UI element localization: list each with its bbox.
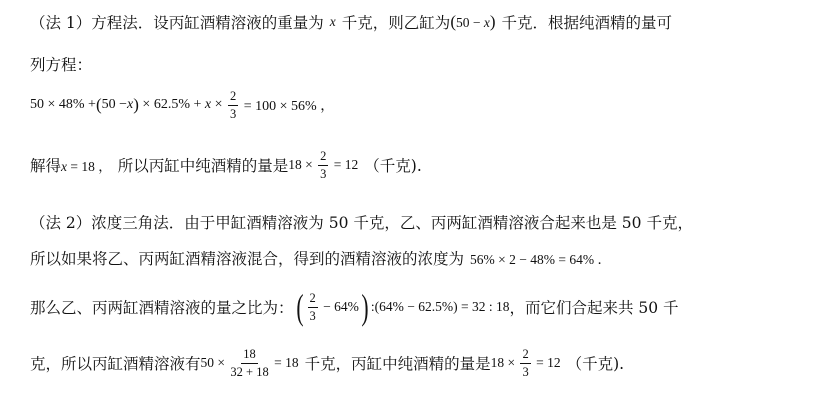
solution-line: [30, 150, 422, 180]
method2-ratio-text: 那么乙、丙两缸酒精溶液的量之比为：: [30, 299, 294, 317]
ratio-expr: :(64% − 62.5%) = 32 : 18: [370, 299, 510, 314]
eq-part3: = 100 × 56% ，: [240, 99, 335, 114]
method2-intro-text: （法 2）浓度三角法．由于甲缸酒精溶液为 50 千克，乙、丙两缸酒精溶液合起来也是 50 千克，: [30, 214, 693, 232]
method1-line1: [30, 11, 672, 33]
method1-text-b: 千克，则乙缸为: [341, 14, 451, 32]
result-fraction-2: $\frac{2}{3}$: [522, 347, 529, 379]
eq-x1: x: [127, 97, 134, 112]
result-expr-a: 50 ×: [200, 355, 229, 370]
result-expr-c: 18 ×: [490, 355, 519, 370]
sol-text-b: 所以丙缸中纯酒精的量是: [117, 157, 289, 175]
method2-line4: [30, 348, 624, 378]
eq-x2: x: [204, 97, 212, 112]
method1-line2: [30, 53, 92, 75]
result-fraction: $\frac{18}{32 + 18}$: [230, 347, 269, 379]
method2-result-text-b: 千克，丙缸中纯酒精的量是: [304, 355, 491, 373]
method2-mix-text: 所以如果将乙、丙两缸酒精溶液混合，得到的酒精溶液的浓度为: [30, 250, 465, 268]
method2-concentration-expr: 56% × 2 − 48% = 64% ．: [470, 252, 611, 267]
sol-expr-b: = 12: [330, 157, 359, 172]
result-expr-d: = 12: [532, 355, 561, 370]
eq-fraction: $\frac{2}{3}$: [230, 89, 237, 121]
method2-line1: [30, 211, 693, 233]
method2-ratio-text-b: ，而它们合起来共 50 千: [509, 299, 679, 317]
method2-result-text-a: 克，所以丙缸酒精溶液有: [30, 355, 201, 373]
method2-result-text-c: （千克).: [566, 355, 625, 373]
sol-text-c: （千克).: [364, 157, 422, 175]
method1-intro-text: （法 1）方程法．设丙缸酒精溶液的重量为: [30, 14, 324, 32]
sol-text-a: 解得: [30, 157, 62, 175]
sol-expr-a: 18 ×: [288, 157, 317, 172]
sol-fraction: $\frac{2}{3}$: [320, 149, 327, 181]
method1-list-equation-text: 列方程：: [30, 56, 93, 74]
expr-50-minus-x: (50 − x): [450, 12, 496, 31]
eq-part1: 50 × 48% +: [30, 97, 96, 112]
method2-line3: [30, 289, 679, 325]
method1-text-c: 千克．根据纯酒精的量可: [501, 14, 673, 32]
eq-close-paren: ): [133, 95, 139, 114]
var-x: x: [329, 14, 336, 29]
result-expr-b: = 18: [270, 355, 299, 370]
ratio-bracket-expr: ( $\frac{2}{3}$ − 64% ): [295, 287, 369, 327]
equation-line: [30, 90, 334, 120]
eq-times: ×: [211, 97, 226, 112]
eq-part2: × 62.5% +: [138, 97, 205, 112]
sol-x-eq: x = 18 ，: [61, 159, 112, 174]
method2-line2: [30, 247, 611, 269]
eq-open-paren: (: [95, 95, 102, 114]
eq-50: 50 −: [101, 97, 128, 112]
